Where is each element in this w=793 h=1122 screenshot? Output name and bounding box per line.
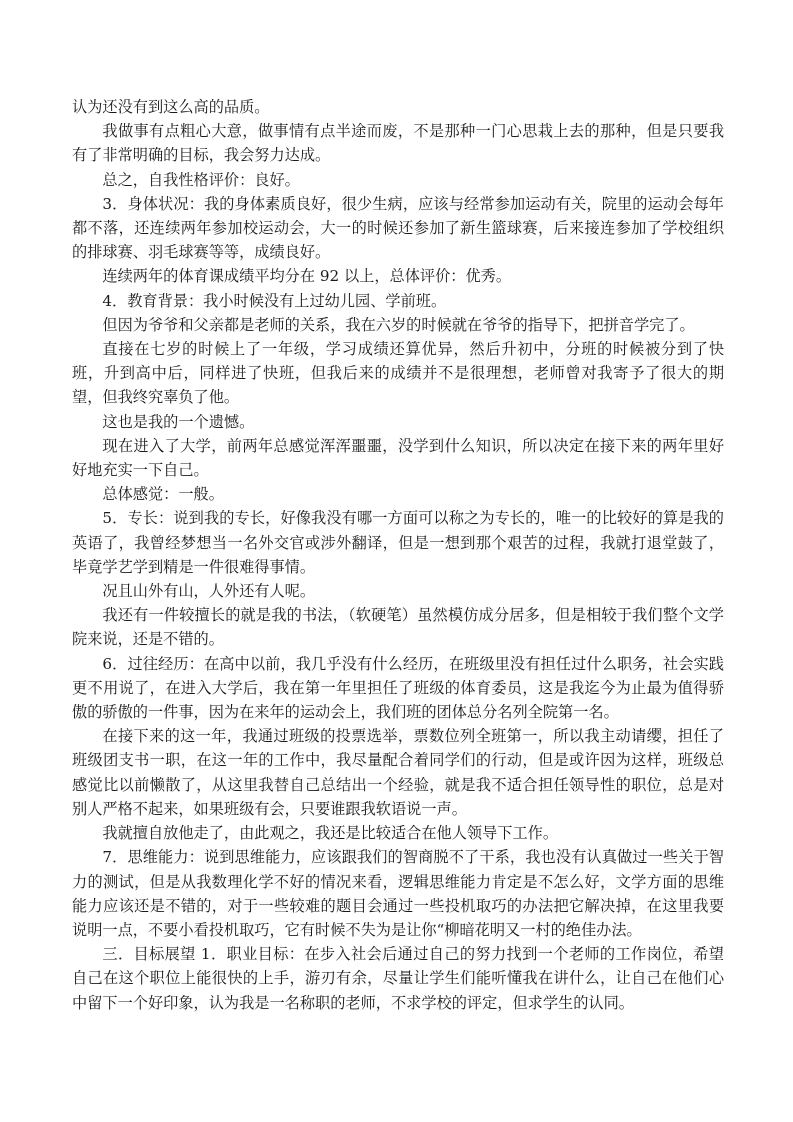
paragraph: 直接在七岁的时候上了一年级，学习成绩还算优异，然后升初中，分班的时候被分到了快班，升到高中后，同样进了快班，但我后来的成绩并不是很理想，老师曾对我寄予了很大的期望，但我终究辜负了他。 (72, 340, 724, 407)
paragraph: 认为还没有到这么高的品质。 (72, 98, 270, 116)
paragraph: 6．过往经历：在高中以前，我几乎没有什么经历，在班级里没有担任过什么职务，社会实践更不用说了，在进入大学后，我在第一年里担任了班级的体育委员，这是我迄今为止最为值得骄傲的骄傲的一件事，因为在来年的运动会上，我们班的团体总分名列全院第一名。 (72, 654, 724, 722)
paragraph: 4．教育背景：我小时候没有上过幼儿园、学前班。 (102, 291, 447, 310)
paragraph: 但因为爷爷和父亲都是老师的关系，我在六岁的时候就在爷爷的指导下，把拼音学完了。 (102, 315, 695, 334)
paragraph: 7．思维能力：说到思维能力，应该跟我们的智商脱不了干系，我也没有认真做过一些关于智力的测试，但是从我数理化学不好的情况来看，逻辑思维能力肯定是不怎么好，文学方面的思维能力应该还是不错的，对于一些较难的题目会通过一些投机取巧的办法把它解决掉，在这里我要说明一点，不要小看投机取巧，它有时候不失为是让你“柳暗花明又一村的绝佳办法。 (72, 848, 724, 939)
paragraph: 总体感觉：一般。 (102, 485, 224, 504)
paragraph: 我做事有点粗心大意，做事情有点半途而废，不是那种一门心思栽上去的那种，但是只要我有了非常明确的目标，我会努力达成。 (72, 122, 724, 165)
paragraph: 3．身体状况：我的身体素质良好，很少生病，应该与经常参加运动有关，院里的运动会每年都不落，还连续两年参加校运动会，大一的时候还参加了新生篮球赛，后来接连参加了学校组织的排球赛、羽毛球赛等等，成绩良好。 (72, 194, 724, 262)
paragraph: 我就擅自放他走了，由此观之，我还是比较适合在他人领导下工作。 (102, 824, 559, 843)
paragraph: 在接下来的这一年，我通过班级的投票选举，票数位列全班第一，所以我主动请缨，担任了班级团支书一职，在这一年的工作中，我尽量配合着同学们的行动，但是或许因为这样，班级总感觉比以前懒散了，从这里我替自己总结出一个经验，就是我不适合担任领导性的职位，总是对别人严格不起来，如果班级有会，只要谁跟我软语说一声。 (72, 727, 724, 818)
paragraph: 我还有一件较擅长的就是我的书法，（软硬笔）虽然模仿成分居多，但是相较于我们整个文学院来说，还是不错的。 (72, 606, 724, 649)
document-body (72, 95, 724, 1015)
paragraph: 连续两年的体育课成绩平均分在 92 以上，总体评价：优秀。 (102, 267, 512, 286)
paragraph: 现在进入了大学，前两年总感觉浑浑噩噩，没学到什么知识，所以决定在接下来的两年里好好地充实一下自己。 (72, 436, 724, 480)
paragraph: 这也是我的一个遗憾。 (102, 412, 255, 431)
paragraph: 5．专长：说到我的专长，好像我没有哪一方面可以称之为专长的，唯一的比较好的算是我的英语了，我曾经梦想当一名外交官或涉外翻译，但是一想到那个艰苦的过程，我就打退堂鼓了，毕竟学艺学到精是一件很难得事情。 (72, 509, 724, 576)
paragraph: 三．目标展望 1．职业目标：在步入社会后通过自己的努力找到一个老师的工作岗位，希望自己在这个职位上能很快的上手，游刃有余，尽量让学生们能听懂我在讲什么，让自己在他们心中留下一个好印象，认为我是一名称职的老师，不求学校的评定，但求学生的认同。 (72, 945, 724, 1012)
paragraph: 总之，自我性格评价：良好。 (102, 170, 300, 189)
paragraph: 况且山外有山，人外还有人呢。 (102, 582, 316, 601)
